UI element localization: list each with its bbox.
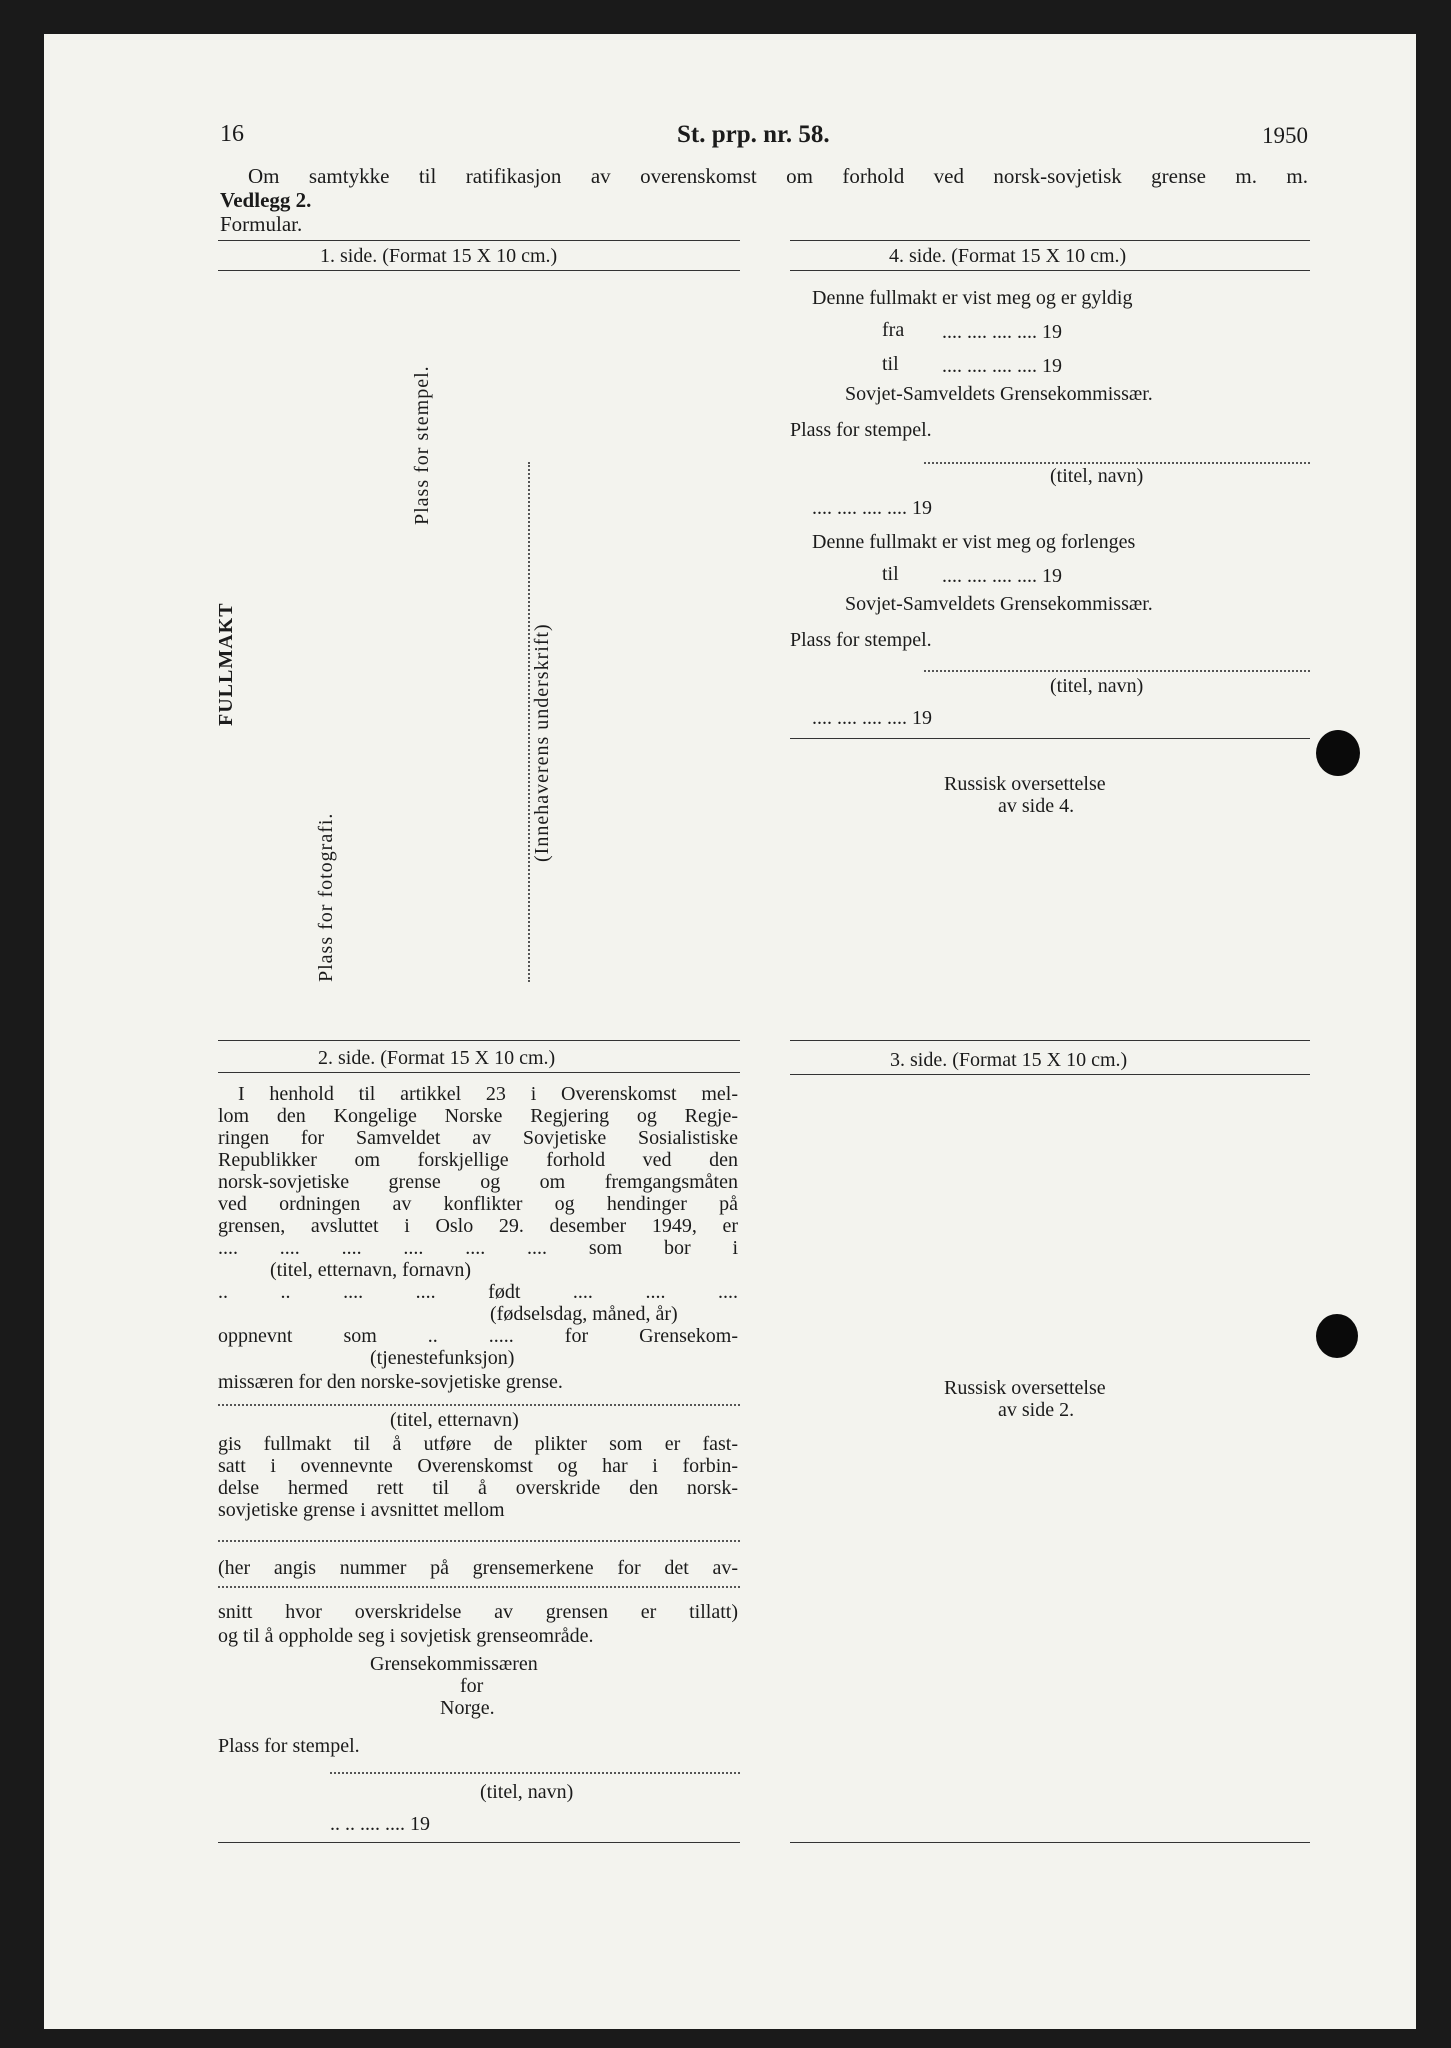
page-number: 16 xyxy=(220,121,244,147)
side2-signatory-for: for xyxy=(460,1675,484,1697)
document-subject: Om samtykke til ratifikasjon av overenskomst om forhold ved norsk-sovjetisk grense m. m. xyxy=(248,164,1308,188)
side2-text-line: sovjetiske grense i avsnittet mellom xyxy=(218,1499,505,1521)
form-label: Formular. xyxy=(220,212,303,236)
side4-caption: 4. side. (Format 15 X 10 cm.) xyxy=(889,245,1127,267)
side2-her-angis: (her angis nummer på grensemerkene for det av- xyxy=(218,1557,738,1579)
stamp-placeholder: Plass for stempel. xyxy=(411,365,433,525)
side2-text-line: norsk-sovjetiske grense og om fremgangsmåten xyxy=(218,1171,738,1193)
side4-stamp-1: Plass for stempel. xyxy=(790,419,932,441)
side4-caption-rule xyxy=(790,270,1310,271)
side1-caption-rule xyxy=(218,270,740,271)
side2-border-marks-line xyxy=(218,1586,740,1588)
side2-titel-etternavn-fornavn: (titel, etternavn, fornavn) xyxy=(270,1259,472,1281)
side2-stamp: Plass for stempel. xyxy=(218,1735,360,1757)
side3-caption: 3. side. (Format 15 X 10 cm.) xyxy=(890,1049,1128,1071)
side4-signature-line-2 xyxy=(924,670,1310,672)
punch-hole xyxy=(1316,730,1360,776)
side2-oppnevnt: oppnevnt som .. ..... for Grensekom- xyxy=(218,1325,738,1347)
side2-tjenestefunksjon: (tjenestefunksjon) xyxy=(370,1347,515,1369)
side2-titel-etternavn: (titel, etternavn) xyxy=(390,1409,519,1431)
side2-som-bor: .... .... .... .... .... .... som bor i xyxy=(218,1237,738,1259)
side2-date: .. .. .... .... 19 xyxy=(330,1813,430,1835)
side3-top-rule xyxy=(790,1040,1310,1041)
side4-til2-label: til xyxy=(882,563,899,585)
side2-missaeren: missæren for den norske-sovjetiske grense. xyxy=(218,1371,563,1393)
document-page xyxy=(44,34,1416,2029)
signature-label: (Innehaverens underskrift) xyxy=(531,623,553,862)
side4-validity-text: Denne fullmakt er vist meg og er gyldig xyxy=(812,287,1133,309)
side2-caption-rule xyxy=(218,1072,740,1073)
side4-fra-label: fra xyxy=(882,319,905,341)
side2-text-line: satt i ovennevnte Overenskomst og har i forbin- xyxy=(218,1455,738,1477)
side4-bottom-rule xyxy=(790,738,1310,739)
side3-bottom-rule xyxy=(790,1842,1310,1843)
side4-til2-date: .... .... .... .... 19 xyxy=(942,565,1062,587)
side2-bottom-rule xyxy=(218,1842,740,1843)
side4-top-rule xyxy=(790,240,1310,241)
side2-og-til: og til å oppholde seg i sovjetisk grenseområde. xyxy=(218,1625,594,1647)
side2-text-line: I henhold til artikkel 23 i Overenskomst mel- xyxy=(238,1083,738,1105)
side2-text-line: ringen for Samveldet av Sovjetiske Sosialistiske xyxy=(218,1127,738,1149)
side4-til-label: til xyxy=(882,353,899,375)
side4-extension-text: Denne fullmakt er vist meg og forlenges xyxy=(812,531,1136,553)
appendix-label: Vedlegg 2. xyxy=(220,188,312,212)
side4-titel-1: (titel, navn) xyxy=(1050,465,1144,487)
side4-commissioner-1: Sovjet-Samveldets Grensekommissær. xyxy=(845,383,1153,405)
side3-russian-page: av side 2. xyxy=(998,1399,1075,1421)
side4-til-date: .... .... .... .... 19 xyxy=(942,355,1062,377)
side2-titel-navn: (titel, navn) xyxy=(480,1781,574,1803)
fullmakt-label: FULLMAKT xyxy=(215,602,237,726)
side2-fodt-line: .. .. .... .... født .... .... .... xyxy=(218,1281,738,1303)
side1-caption: 1. side. (Format 15 X 10 cm.) xyxy=(320,245,558,267)
side4-date-2: .... .... .... .... 19 xyxy=(812,707,932,729)
side3-caption-rule xyxy=(790,1074,1310,1075)
side2-top-rule xyxy=(218,1040,740,1041)
side2-text-line: grensen, avsluttet i Oslo 29. desember 1949, er xyxy=(218,1215,738,1237)
side2-text-line: lom den Kongelige Norske Regjering og Regje- xyxy=(218,1105,738,1127)
side2-text-line: gis fullmakt til å utføre de plikter som er fast- xyxy=(218,1433,738,1455)
side2-signatory-title: Grensekommissæren xyxy=(370,1653,538,1675)
side2-text-line: ved ordningen av konflikter og hendinger på xyxy=(218,1193,738,1215)
side2-snitt: snitt hvor overskridelse av grensen er tillatt) xyxy=(218,1601,738,1623)
side4-commissioner-2: Sovjet-Samveldets Grensekommissær. xyxy=(845,593,1153,615)
side2-text-line: Republikker om forskjellige forhold ved den xyxy=(218,1149,738,1171)
side2-caption: 2. side. (Format 15 X 10 cm.) xyxy=(318,1047,556,1069)
side4-date-1: .... .... .... .... 19 xyxy=(812,497,932,519)
side4-signature-line-1 xyxy=(924,462,1310,464)
side2-fodselsdag: (fødselsdag, måned, år) xyxy=(490,1303,678,1325)
side4-titel-2: (titel, navn) xyxy=(1050,675,1144,697)
side2-signatory-country: Norge. xyxy=(440,1697,495,1719)
side1-top-rule xyxy=(218,240,740,241)
side4-stamp-2: Plass for stempel. xyxy=(790,629,932,651)
document-reference: St. prp. nr. 58. xyxy=(677,121,830,148)
side2-signature-line-1 xyxy=(218,1404,740,1406)
side2-signature-line-2 xyxy=(330,1772,740,1774)
side3-russian-translation: Russisk oversettelse xyxy=(944,1377,1106,1399)
signature-line xyxy=(528,462,530,982)
punch-hole xyxy=(1316,1314,1358,1358)
photo-placeholder: Plass for fotografi. xyxy=(315,812,337,982)
side4-russian-page: av side 4. xyxy=(998,795,1075,817)
document-year: 1950 xyxy=(1262,123,1308,148)
side4-russian-translation: Russisk oversettelse xyxy=(944,773,1106,795)
side4-fra-date: .... .... .... .... 19 xyxy=(942,321,1062,343)
side2-text-line: delse hermed rett til å overskride den norsk- xyxy=(218,1477,738,1499)
side2-border-section-line xyxy=(218,1540,740,1542)
